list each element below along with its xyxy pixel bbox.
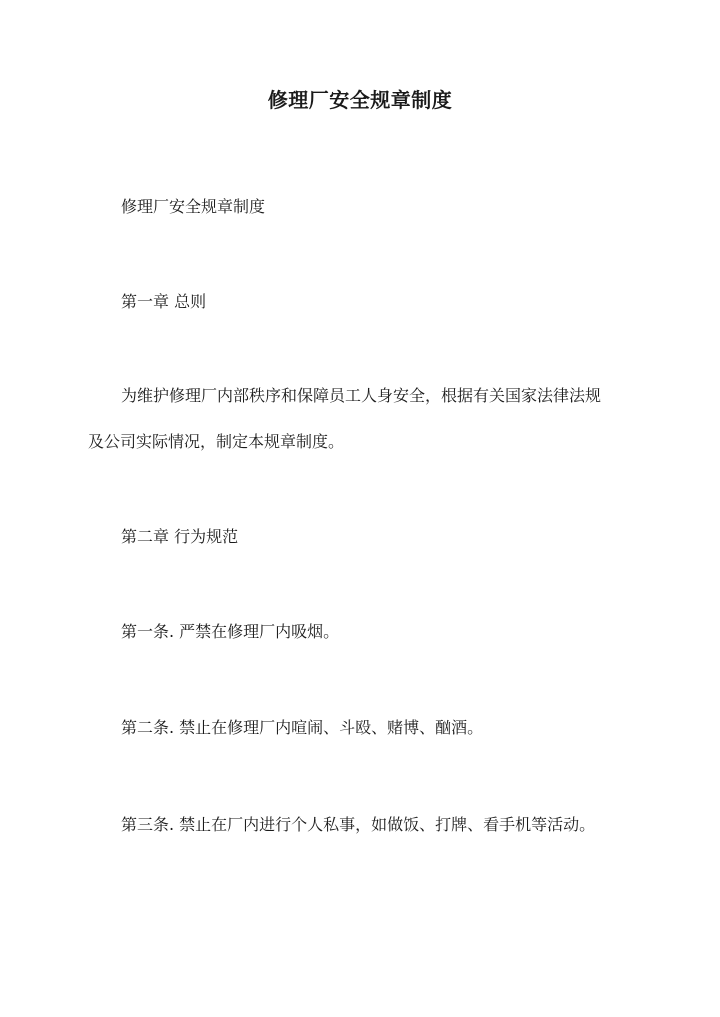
chapter-heading-2: 第二章 行为规范: [121, 527, 239, 546]
article-2: 第二条. 禁止在修理厂内喧闹、斗殴、赌博、酗酒。: [121, 718, 484, 737]
chapter-heading-1: 第一章 总则: [121, 292, 207, 311]
article-1: 第一条. 严禁在修理厂内吸烟。: [121, 622, 340, 641]
document-title: 修理厂安全规章制度: [267, 88, 453, 112]
paragraph-purpose-line-1: 为维护修理厂内部秩序和保障员工人身安全，根据有关国家法律法规: [121, 386, 602, 405]
paragraph-purpose-line-2: 及公司实际情况，制定本规章制度。: [88, 432, 345, 451]
paragraph-subtitle: 修理厂安全规章制度: [121, 197, 266, 216]
article-3: 第三条. 禁止在厂内进行个人私事，如做饭、打牌、看手机等活动。: [121, 815, 596, 834]
